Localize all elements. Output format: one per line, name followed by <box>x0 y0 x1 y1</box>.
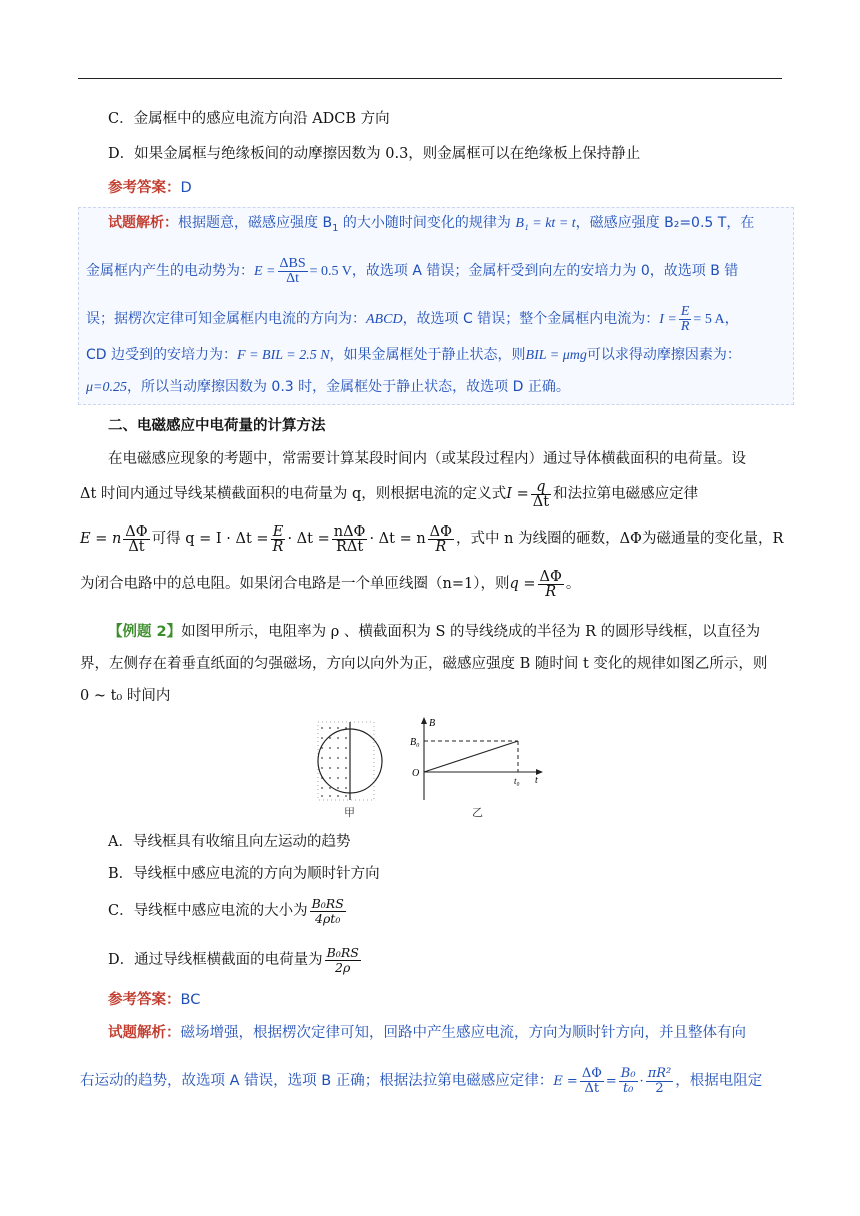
answer-label: 参考答案： <box>108 180 181 196</box>
analysis-1-line-2: 金属框内产生的电动势为：E = $\frac{\text{ΔBS}}{\Delta t}$ = 0.5 V，故选项 A 错误；金属杆受到向左的安培力为 0，故选项 B 错 <box>86 256 739 287</box>
option-d: D．如果金属框与绝缘板间的动摩擦因数为 0.3，则金属框可以在绝缘板上保持静止 <box>108 146 641 162</box>
field-dots <box>321 727 347 797</box>
axis-label-b: B <box>429 718 436 729</box>
figure-yi <box>410 717 543 819</box>
answer-value: D <box>180 180 192 196</box>
section-heading: 二、电磁感应中电荷量的计算方法 <box>108 418 326 434</box>
y-axis-arrow <box>421 717 427 724</box>
option-c: C．金属框中的感应电流方向沿 ADCB 方向 <box>108 111 390 127</box>
analysis-1-line-5: μ=0.25，所以当动摩擦因数为 0.3 时，金属框处于静止状态，故选项 D 正确。 <box>86 379 570 395</box>
paragraph-line-4: 为闭合电路中的总电阻。如果闭合电路是一个单匝线圈（n=1），则q = $\frac{\Delta\Phi}{R}$ 。 <box>80 568 581 600</box>
caption-yi: 乙 <box>472 807 483 819</box>
b0-label: B₀ <box>410 737 420 748</box>
figure-jia <box>318 722 382 819</box>
paragraph-line-1: 在电磁感应现象的考题中，常需要计算某段时间内（或某段过程内）通过导体横截面积的电荷量。设 <box>108 451 746 467</box>
example-line-2: 界，左侧存在着垂直纸面的匀强磁场，方向以向外为正，磁感应强度 B 随时间 t 变化的规律如图乙所示，则 <box>80 656 768 672</box>
answer-2 <box>108 990 200 1010</box>
answer-label: 参考答案： <box>108 992 181 1008</box>
b-line <box>424 741 518 772</box>
answer-value: BC <box>180 992 201 1008</box>
analysis-label: 试题解析： <box>108 1025 181 1041</box>
analysis-1-line-3: 误；据楞次定律可知金属框内电流的方向为：ABCD，故选项 C 错误；整个金属框内电流为：I = $\frac{E}{R}$ = 5 A， <box>86 304 739 335</box>
option2-d: D．通过导线框横截面的电荷量为 $\frac{\text{B₀RS}}{2\rho}$ <box>108 944 359 975</box>
example-line-3: 0 ~ t₀ 时间内 <box>80 688 171 704</box>
analysis-1-line-1: 试题解析：根据题意，磁感应强度 $B_1$ 的大小随时间变化的规律为 B₁ = kt = t，磁感应强度 B₂=0.5 T，在 <box>108 215 755 234</box>
t0-label: t₀ <box>514 776 520 786</box>
header-rule <box>78 78 782 79</box>
analysis-1-line-4: CD 边受到的安培力为：F = BIL = 2.5 N，如果金属框处于静止状态，则BIL = μmg可以求得动摩擦因素为： <box>86 347 741 363</box>
option2-a: A．导线框具有收缩且向左运动的趋势 <box>108 834 351 850</box>
analysis-label: 试题解析： <box>108 215 178 231</box>
figure <box>300 716 560 820</box>
option2-b: B．导线框中感应电流的方向为顺时针方向 <box>108 866 380 882</box>
answer-1 <box>108 178 192 198</box>
example-tag: 【例题 2】 <box>108 624 182 640</box>
axis-label-t: t <box>535 775 538 786</box>
analysis-2-line-2: 右运动的趋势，故选项 A 错误，选项 B 正确；根据法拉第电磁感应定律：E = $\frac{\Delta\Phi}{\Delta t}$ = $\frac{\text{B₀}}{\text{t₀}}$ · $\frac{\text{πR²}}{2}$ ，根据电阻定 <box>80 1066 763 1096</box>
option2-c: C．导线框中感应电流的大小为 $\frac{\text{B₀RS}}{\text{4ρt₀}}$ <box>108 895 344 926</box>
analysis-2-line-1: 试题解析：磁场增强，根据楞次定律可知，回路中产生感应电流，方向为顺时针方向，并且整体有向 <box>108 1025 746 1041</box>
paragraph-line-3: E = n $\frac{\Delta\Phi}{\Delta t}$ 可得 q = I · Δt = $\frac{E}{R}$ · Δt = $\frac{\text{nΔΦ}}{\text{RΔt}}$ · Δt = n $\frac{\Delta\Phi}{R}$ ，式中 n 为线圈的砸数，ΔΦ为磁通量的变化量，R <box>80 523 784 555</box>
paragraph-line-2: Δt 时间内通过导线某横截面积的电荷量为 q，则根据电流的定义式I = $\frac{q}{\Delta t}$ 和法拉第电磁感应定律 <box>80 478 699 510</box>
caption-jia: 甲 <box>344 807 355 819</box>
origin-label: O <box>412 768 420 779</box>
example-line-1: 【例题 2】如图甲所示，电阻率为 ρ 、横截面积为 S 的导线绕成的半径为 R 的圆形导线框，以直径为 <box>108 624 761 640</box>
